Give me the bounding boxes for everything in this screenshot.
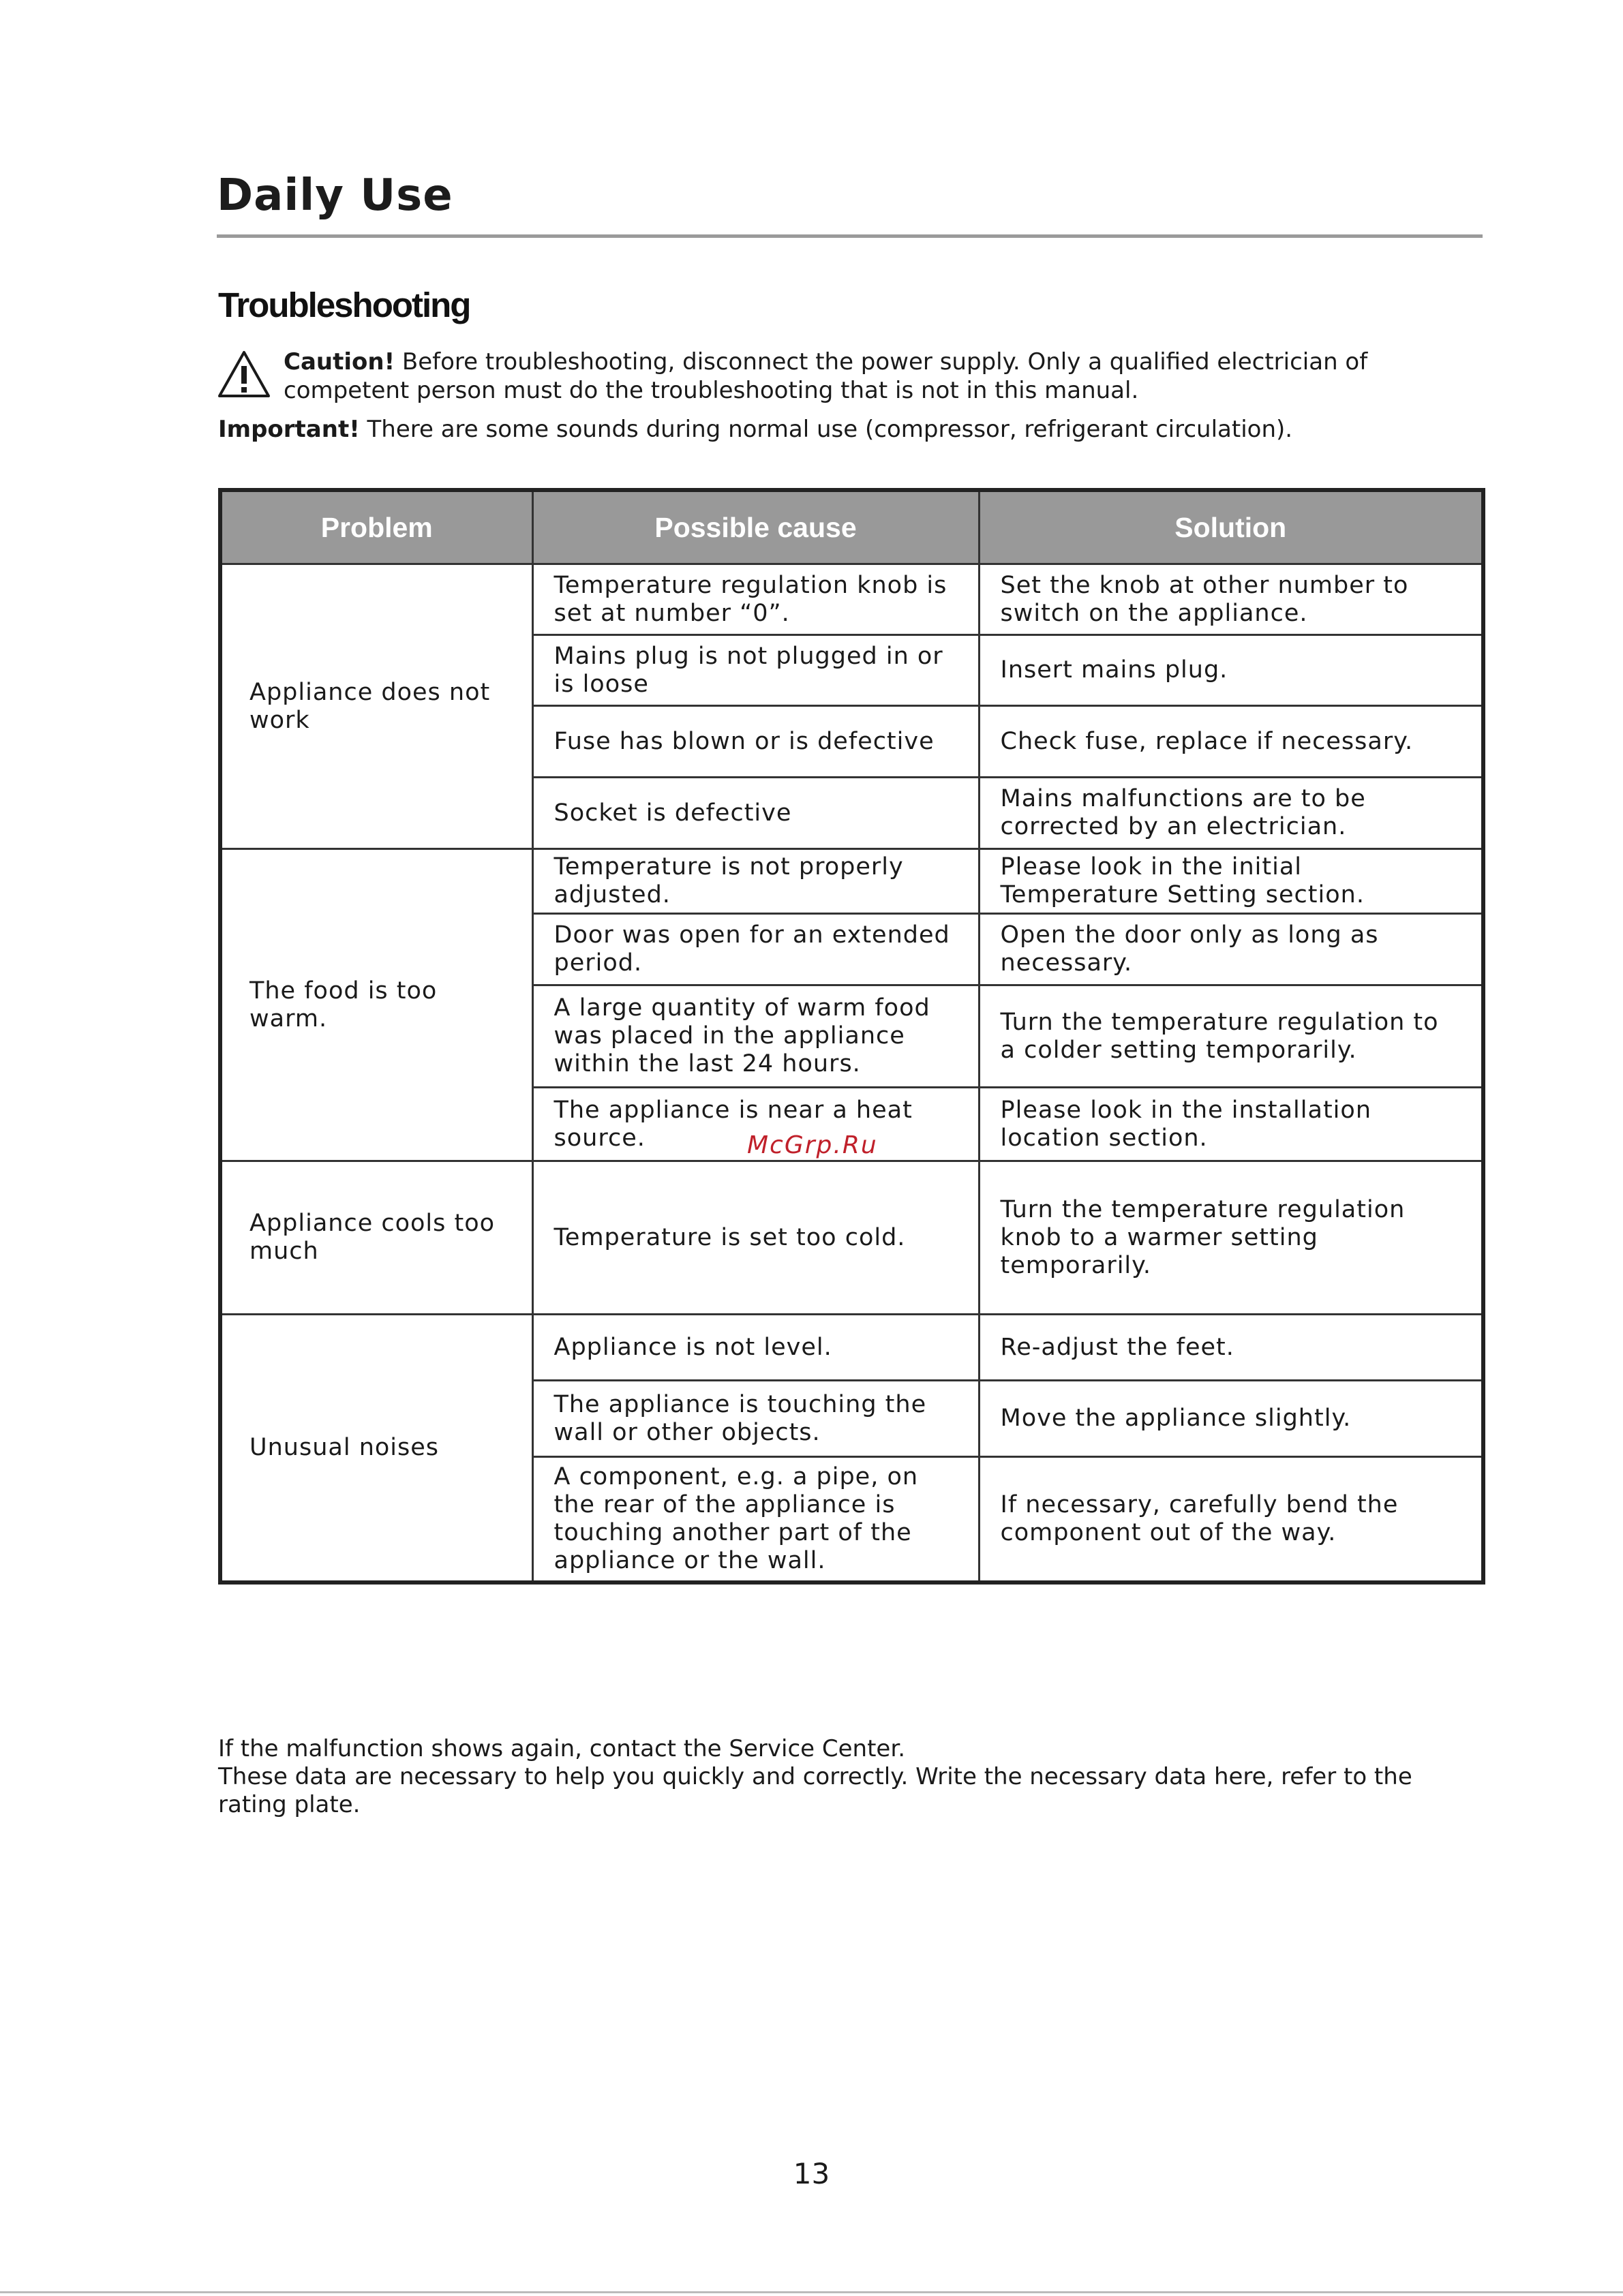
solution-cell: Insert mains plug. bbox=[979, 635, 1483, 706]
table-row bbox=[220, 1315, 1483, 1381]
caution-body: Before troubleshooting, disconnect the power supply. Only a qualified electrician of competent person must do the troubleshooting that is not in this manual. bbox=[284, 348, 1368, 404]
troubleshooting-table bbox=[218, 488, 1485, 1585]
table-row bbox=[220, 849, 1483, 914]
solution-cell: Open the door only as long as necessary. bbox=[979, 914, 1483, 985]
watermark-text: McGrp.Ru bbox=[747, 1131, 878, 1159]
solution-cell: Mains malfunctions are to be corrected by an electrician. bbox=[979, 778, 1483, 849]
header-problem: Problem bbox=[220, 490, 532, 564]
cause-cell: The appliance is near a heat source. bbox=[532, 1088, 979, 1161]
cause-cell: Door was open for an extended period. bbox=[532, 914, 979, 985]
footer-line-2: These data are necessary to help you quickly and correctly. Write the necessary data here, refer to the rating plate. bbox=[218, 1763, 1412, 1818]
cause-cell: A large quantity of warm food was placed in the appliance within the last 24 hours. bbox=[532, 985, 979, 1088]
bottom-divider bbox=[0, 2291, 1623, 2293]
solution-cell: Please look in the initial Temperature Setting section. bbox=[979, 849, 1483, 914]
header-cause: Possible cause bbox=[532, 490, 979, 564]
section-heading: Troubleshooting bbox=[218, 286, 470, 324]
solution-cell: Re-adjust the feet. bbox=[979, 1315, 1483, 1381]
cause-cell: Temperature regulation knob is set at number “0”. bbox=[532, 564, 979, 635]
table-header-row bbox=[220, 490, 1483, 564]
problem-cell: Appliance does not work bbox=[220, 564, 532, 849]
solution-cell: Move the appliance slightly. bbox=[979, 1381, 1483, 1457]
important-body: There are some sounds during normal use (compressor, refrigerant circulation). bbox=[359, 416, 1293, 443]
solution-cell: Please look in the installation location section. bbox=[979, 1088, 1483, 1161]
table-row bbox=[220, 564, 1483, 635]
footer-note bbox=[218, 1735, 1486, 1819]
important-label: Important! bbox=[218, 416, 360, 443]
caution-label: Caution! bbox=[284, 348, 395, 376]
important-note bbox=[218, 415, 1486, 444]
problem-cell: Unusual noises bbox=[220, 1315, 532, 1582]
table-row bbox=[220, 1161, 1483, 1315]
solution-cell: Check fuse, replace if necessary. bbox=[979, 706, 1483, 778]
solution-cell: Turn the temperature regulation knob to a warmer setting temporarily. bbox=[979, 1161, 1483, 1315]
problem-cell: Appliance cools too much bbox=[220, 1161, 532, 1315]
cause-cell: Temperature is not properly adjusted. bbox=[532, 849, 979, 914]
cause-cell: The appliance is touching the wall or other objects. bbox=[532, 1381, 979, 1457]
page-number: 13 bbox=[793, 2157, 830, 2190]
title-divider bbox=[217, 234, 1483, 238]
caution-note bbox=[284, 348, 1470, 405]
solution-cell: Turn the temperature regulation to a colder setting temporarily. bbox=[979, 985, 1483, 1088]
solution-cell: If necessary, carefully bend the component out of the way. bbox=[979, 1457, 1483, 1582]
cause-cell: Appliance is not level. bbox=[532, 1315, 979, 1381]
page-title: Daily Use bbox=[217, 170, 453, 221]
cause-cell: A component, e.g. a pipe, on the rear of the appliance is touching another part of the appliance or the wall. bbox=[532, 1457, 979, 1582]
header-solution: Solution bbox=[979, 490, 1483, 564]
cause-cell: Mains plug is not plugged in or is loose bbox=[532, 635, 979, 706]
cause-cell: Socket is defective bbox=[532, 778, 979, 849]
footer-line-1: If the malfunction shows again, contact the Service Center. bbox=[218, 1735, 905, 1762]
solution-cell: Set the knob at other number to switch on the appliance. bbox=[979, 564, 1483, 635]
cause-cell: Temperature is set too cold. bbox=[532, 1161, 979, 1315]
problem-cell: The food is too warm. bbox=[220, 849, 532, 1161]
cause-cell: Fuse has blown or is defective bbox=[532, 706, 979, 778]
warning-triangle-icon bbox=[217, 350, 271, 399]
